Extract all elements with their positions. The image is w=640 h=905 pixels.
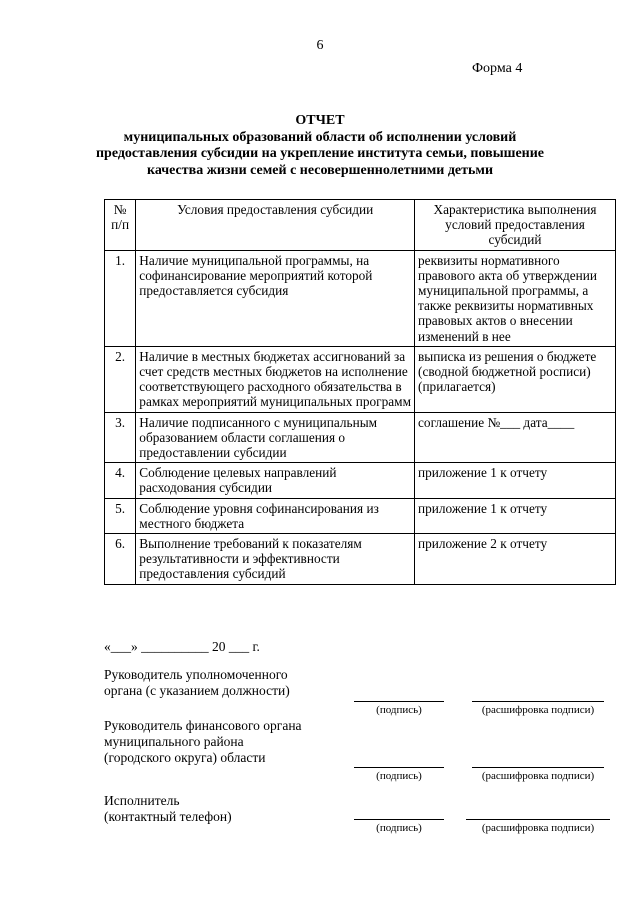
signature-line [354, 701, 444, 702]
row-result: соглашение №___ дата____ [415, 412, 616, 463]
table-row [105, 250, 616, 346]
row-condition: Наличие подписанного с муниципальным образованием области соглашения о предоставлении субсидии [136, 412, 415, 463]
row-number: 4. [105, 463, 136, 498]
title-heading: ОТЧЕТ [295, 113, 345, 128]
row-condition: Соблюдение целевых направлений расходования субсидии [136, 463, 415, 498]
row-result: приложение 2 к отчету [415, 534, 616, 585]
decode-caption: (расшифровка подписи) [481, 822, 595, 834]
signature-label-line: (контактный телефон) [104, 809, 232, 824]
table-row [105, 412, 616, 463]
row-number: 1. [105, 250, 136, 346]
header-condition: Условия предоставления субсидии [136, 200, 415, 251]
row-number: 3. [105, 412, 136, 463]
title-line-1: муниципальных образований области об исполнении условий [123, 129, 517, 145]
signature-line [354, 767, 444, 768]
title-line-2: предоставления субсидии на укрепление института семьи, повышение [95, 146, 545, 161]
decode-line [472, 767, 604, 768]
table-row [105, 463, 616, 498]
decode-caption: (расшифровка подписи) [481, 770, 595, 782]
report-title [0, 113, 640, 179]
row-number: 5. [105, 498, 136, 533]
table-row [105, 534, 616, 585]
page-number: 6 [316, 38, 324, 53]
row-number: 6. [105, 534, 136, 585]
signature-label-line: Руководитель финансового органа [104, 718, 302, 733]
row-result: выписка из решения о бюджете (сводной бюджетной росписи) (прилагается) [415, 346, 616, 412]
signature-label-line: муниципального района [104, 734, 244, 749]
row-condition: Выполнение требований к показателям результативности и эффективности предоставления субсидий [136, 534, 415, 585]
signature-label-line: органа (с указанием должности) [104, 683, 290, 698]
table-row [105, 346, 616, 412]
row-condition: Соблюдение уровня софинансирования из местного бюджета [136, 498, 415, 533]
row-result: реквизиты нормативного правового акта об утверждении муниципальной программы, а также реквизиты нормативных правовых актов о внесении изменений в нее [415, 250, 616, 346]
signature-label-line: Исполнитель [104, 793, 180, 808]
row-result: приложение 1 к отчету [415, 498, 616, 533]
signature-label-2 [104, 718, 302, 766]
row-condition: Наличие муниципальной программы, на софинансирование мероприятий которой предоставляется субсидия [136, 250, 415, 346]
date-line: «___» __________ 20 ___ г. [104, 639, 260, 654]
row-condition: Наличие в местных бюджетах ассигнований за счет средств местных бюджетов на исполнение соответствующего расходного обязательства в рамках мероприятий муниципальных программ [136, 346, 415, 412]
signature-label-line: Руководитель уполномоченного [104, 667, 288, 682]
decode-caption: (расшифровка подписи) [481, 704, 595, 716]
row-result: приложение 1 к отчету [415, 463, 616, 498]
header-result: Характеристика выполнения условий предоставления субсидий [415, 200, 616, 251]
decode-line [472, 701, 604, 702]
row-number: 2. [105, 346, 136, 412]
signature-caption: (подпись) [376, 822, 422, 834]
signature-label-1 [104, 667, 290, 699]
table-header-row [105, 200, 616, 251]
signature-caption: (подпись) [376, 770, 422, 782]
signature-caption: (подпись) [376, 704, 422, 716]
decode-line [466, 819, 610, 820]
signature-label-line: (городского округа) области [104, 750, 266, 765]
signature-line [354, 819, 444, 820]
table-row [105, 498, 616, 533]
header-number: № п/п [105, 200, 136, 251]
title-line-3: качества жизни семей с несовершеннолетними детьми [146, 162, 494, 178]
signature-label-3 [104, 793, 232, 825]
form-label: Форма 4 [472, 61, 523, 76]
conditions-table [104, 199, 616, 585]
